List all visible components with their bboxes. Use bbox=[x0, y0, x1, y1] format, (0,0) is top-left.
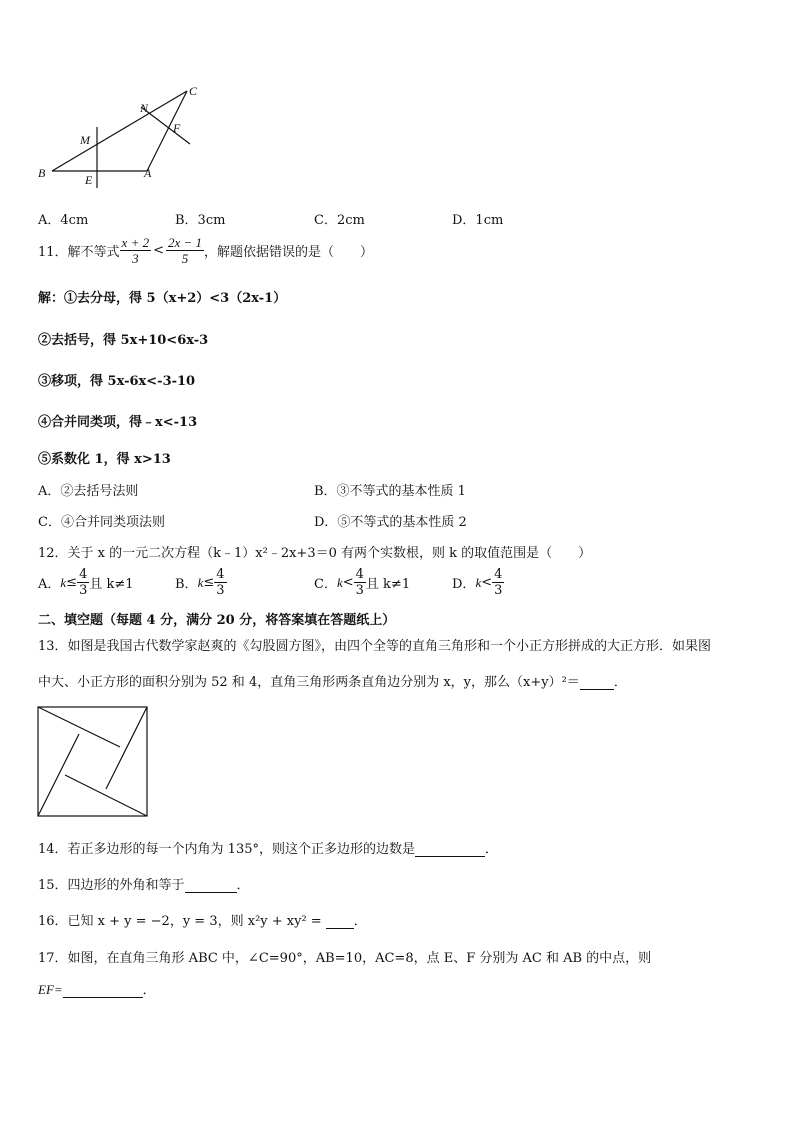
q16-end: ． bbox=[353, 914, 367, 929]
q12-option-c-var: k bbox=[336, 574, 343, 590]
label-a: A bbox=[144, 166, 152, 180]
q14-text: 14．若正多边形的每一个内角为 135°，则这个正多边形的边数是 bbox=[38, 842, 415, 857]
q14-answer-blank[interactable] bbox=[415, 845, 485, 857]
q11-option-a: A．②去括号法则 bbox=[38, 484, 139, 499]
q12-option-a-var: k bbox=[60, 574, 67, 590]
q12-option-b-den: 3 bbox=[216, 583, 225, 598]
q12-option-a-prefix: A． bbox=[38, 577, 61, 592]
q12-option-a-suffix: 且 k≠1 bbox=[89, 577, 134, 592]
q13-line-1: 13．如图是我国古代数学家赵爽的《勾股圆方图》，由四个全等的直角三角形和一个小正方形拼成的大正方形．如果图 bbox=[38, 639, 712, 654]
q13-line-2-row bbox=[38, 671, 627, 690]
q12-option-c-fraction bbox=[354, 567, 366, 598]
q12-option-b bbox=[175, 567, 227, 598]
q12-option-d bbox=[452, 567, 504, 598]
q10-option-d: D．1cm bbox=[452, 213, 504, 228]
q12-option-c-num: 4 bbox=[355, 567, 364, 582]
q12-stem: 12．关于 x 的一元二次方程（k﹣1）x²﹣2x+3＝0 有两个实数根，则 k 的取值范围是（ ） bbox=[38, 546, 592, 561]
q10-option-a: A．4cm bbox=[38, 213, 89, 228]
q13-line-2: 中大、小正方形的面积分别为 52 和 4，直角三角形两条直角边分别为 x，y，那么（x+y）²＝ bbox=[38, 675, 580, 690]
q11-step-1: 解：①去分母，得 5（x+2）<3（2x-1） bbox=[38, 291, 287, 306]
label-b: B bbox=[38, 166, 46, 180]
q15-row bbox=[38, 874, 250, 893]
section-title: 二、填空题（每题 4 分，满分 20 分，将答案填在答题纸上） bbox=[38, 613, 396, 628]
q17-answer-blank[interactable] bbox=[63, 986, 143, 998]
q11-step-4: ④合并同类项，得﹣x<-13 bbox=[38, 415, 198, 430]
q12-option-b-num: 4 bbox=[216, 567, 225, 582]
q12-option-b-var: k bbox=[197, 574, 204, 590]
q11-less-than: < bbox=[153, 243, 164, 258]
q16-answer-blank[interactable] bbox=[326, 917, 354, 929]
q16-row bbox=[38, 910, 367, 929]
q15-end: ． bbox=[236, 878, 250, 893]
label-n: N bbox=[140, 101, 149, 115]
q12-option-a-fraction bbox=[77, 567, 89, 598]
q11-frac1-den: 3 bbox=[132, 251, 139, 266]
q12-option-a bbox=[38, 567, 134, 598]
q15-answer-blank[interactable] bbox=[185, 881, 237, 893]
q13-end: ． bbox=[613, 675, 627, 690]
q12-option-c-suffix: 且 k≠1 bbox=[365, 577, 411, 592]
q12-option-d-rel: < bbox=[481, 575, 493, 590]
q12-option-c bbox=[314, 567, 410, 598]
q12-option-a-den: 3 bbox=[79, 583, 88, 598]
q11-stem-suffix: ，解题依据错误的是（ ） bbox=[204, 245, 374, 260]
q11-option-d: D．⑤不等式的基本性质 2 bbox=[314, 515, 467, 530]
q12-option-d-den: 3 bbox=[494, 583, 503, 598]
q17-line-1: 17．如图，在直角三角形 ABC 中，∠C=90°，AB=10，AC=8，点 E、F 分别为 AC 和 AB 的中点，则 bbox=[38, 951, 652, 966]
q12-option-c-den: 3 bbox=[355, 583, 364, 598]
q17-line-2-row bbox=[38, 979, 156, 998]
q14-end: ． bbox=[485, 842, 499, 857]
q12-option-d-num: 4 bbox=[494, 567, 503, 582]
q11-step-5: ⑤系数化 1，得 x>13 bbox=[38, 452, 171, 467]
label-e: E bbox=[85, 173, 93, 187]
q11-frac1-num: x + 2 bbox=[121, 235, 150, 250]
q11-stem-prefix: 11．解不等式 bbox=[38, 245, 120, 260]
q12-option-a-num: 4 bbox=[79, 567, 88, 582]
q12-option-c-prefix: C． bbox=[314, 577, 337, 592]
q12-option-d-fraction bbox=[492, 567, 504, 598]
q11-fraction-right bbox=[166, 235, 204, 266]
q16-text: 16．已知 x + y = −2，y = 3，则 x²y + xy² = bbox=[38, 914, 322, 929]
q13-answer-blank[interactable] bbox=[580, 678, 614, 690]
q12-option-c-rel: < bbox=[342, 575, 354, 590]
q11-step-3: ③移项，得 5x-6x<-3-10 bbox=[38, 374, 196, 389]
q11-option-c: C．④合并同类项法则 bbox=[38, 515, 165, 530]
q11-stem bbox=[38, 235, 373, 266]
label-f: F bbox=[173, 121, 181, 135]
triangle-figure bbox=[30, 80, 220, 190]
label-m: M bbox=[80, 133, 90, 147]
q11-step-2: ②去括号，得 5x+10<6x-3 bbox=[38, 333, 209, 348]
q12-option-d-var: k bbox=[475, 574, 482, 590]
q12-option-d-prefix: D． bbox=[452, 577, 476, 592]
q11-frac2-den: 5 bbox=[181, 251, 189, 266]
label-c: C bbox=[189, 84, 198, 98]
q17-end: ． bbox=[142, 983, 156, 998]
q11-fraction-left bbox=[120, 235, 152, 266]
q11-option-b: B．③不等式的基本性质 1 bbox=[314, 484, 466, 499]
q12-option-b-fraction bbox=[214, 567, 226, 598]
q12-option-b-rel: ≤ bbox=[203, 575, 215, 590]
q15-text: 15．四边形的外角和等于 bbox=[38, 878, 185, 893]
q10-option-b: B．3cm bbox=[175, 213, 226, 228]
q11-frac2-num: 2x − 1 bbox=[168, 235, 203, 250]
q17-line-2: EF= bbox=[38, 982, 63, 997]
pinwheel-square-figure bbox=[37, 706, 149, 818]
q12-option-a-rel: ≤ bbox=[66, 575, 78, 590]
q12-option-b-prefix: B． bbox=[175, 577, 198, 592]
q10-option-c: C．2cm bbox=[314, 213, 365, 228]
q14-row bbox=[38, 838, 498, 857]
